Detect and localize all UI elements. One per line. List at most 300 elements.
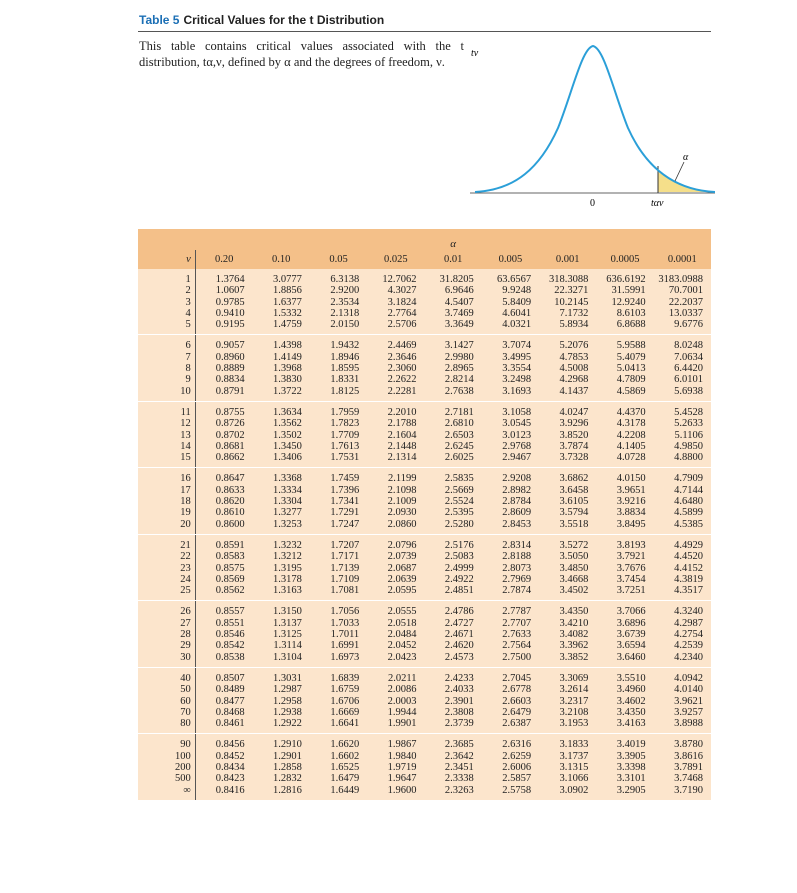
value-cell: 1.9867	[367, 734, 424, 751]
df-cell: 10	[138, 386, 195, 402]
value-cell: 7.1732	[539, 308, 596, 319]
value-cell: 2.0086	[367, 684, 424, 695]
value-cell: 1.3150	[253, 601, 310, 618]
value-cell: 0.9057	[195, 335, 252, 352]
value-cell: 2.5835	[424, 468, 481, 485]
value-cell: 2.3685	[424, 734, 481, 751]
value-cell: 2.4469	[367, 335, 424, 352]
value-cell: 3.4995	[482, 352, 539, 363]
table-row	[138, 551, 711, 562]
value-cell: 2.6810	[424, 418, 481, 429]
value-cell: 2.7874	[482, 585, 539, 601]
value-cell: 2.3808	[424, 707, 481, 718]
value-cell: 5.8934	[539, 319, 596, 335]
value-cell: 3.5510	[596, 667, 653, 684]
value-cell: 2.1318	[310, 308, 367, 319]
value-cell: 2.4033	[424, 684, 481, 695]
value-cell: 1.3125	[253, 629, 310, 640]
value-cell: 2.5176	[424, 534, 481, 551]
value-cell: 2.3263	[424, 785, 481, 801]
value-cell: 1.2958	[253, 696, 310, 707]
value-cell: 4.0247	[539, 401, 596, 418]
value-cell: 0.8791	[195, 386, 252, 402]
value-cell: 5.1106	[654, 430, 711, 441]
value-cell: 4.7144	[654, 485, 711, 496]
df-cell: 21	[138, 534, 195, 551]
value-cell: 3.2905	[596, 785, 653, 801]
value-cell: 2.4851	[424, 585, 481, 601]
value-cell: 2.5669	[424, 485, 481, 496]
value-cell: 3.9216	[596, 496, 653, 507]
value-cell: 0.8569	[195, 574, 252, 585]
value-cell: 2.5083	[424, 551, 481, 562]
table-row	[138, 285, 711, 296]
value-cell: 3.3852	[539, 652, 596, 668]
df-cell: 22	[138, 551, 195, 562]
value-cell: 0.8538	[195, 652, 252, 668]
value-cell: 2.4786	[424, 601, 481, 618]
value-cell: 1.4398	[253, 335, 310, 352]
value-cell: 1.7011	[310, 629, 367, 640]
value-cell: 3.7454	[596, 574, 653, 585]
value-cell: 1.3212	[253, 551, 310, 562]
value-cell: 2.5524	[424, 496, 481, 507]
value-cell: 3.6739	[596, 629, 653, 640]
value-cell: 3.1833	[539, 734, 596, 751]
value-cell: 1.3502	[253, 430, 310, 441]
value-cell: 3.7190	[654, 785, 711, 801]
value-cell: 2.0518	[367, 618, 424, 629]
table-row	[138, 519, 711, 535]
value-cell: 1.3334	[253, 485, 310, 496]
value-cell: 1.6669	[310, 707, 367, 718]
value-cell: 0.8681	[195, 441, 252, 452]
value-cell: 1.6973	[310, 652, 367, 668]
value-cell: 0.8620	[195, 496, 252, 507]
value-cell: 0.8960	[195, 352, 252, 363]
value-cell: 2.0003	[367, 696, 424, 707]
value-cell: 3.2614	[539, 684, 596, 695]
value-cell: 0.8489	[195, 684, 252, 695]
value-cell: 1.3178	[253, 574, 310, 585]
value-cell: 2.6316	[482, 734, 539, 751]
value-cell: 1.6641	[310, 718, 367, 734]
value-cell: 1.4149	[253, 352, 310, 363]
value-cell: 3.8780	[654, 734, 711, 751]
table-row	[138, 751, 711, 762]
table-row	[138, 308, 711, 319]
value-cell: 3.5272	[539, 534, 596, 551]
value-cell: 4.2754	[654, 629, 711, 640]
value-cell: 5.4079	[596, 352, 653, 363]
value-cell: 2.8784	[482, 496, 539, 507]
value-cell: 9.6776	[654, 319, 711, 335]
df-cell: 15	[138, 452, 195, 468]
value-cell: 3.7468	[654, 773, 711, 784]
value-cell: 2.4999	[424, 563, 481, 574]
header-spacer-right	[482, 229, 711, 250]
df-cell: 13	[138, 430, 195, 441]
value-cell: 2.7638	[424, 386, 481, 402]
value-cell: 0.8702	[195, 430, 252, 441]
value-cell: 3.1427	[424, 335, 481, 352]
value-cell: 3.7251	[596, 585, 653, 601]
value-cell: 3.5518	[539, 519, 596, 535]
df-cell: 5	[138, 319, 195, 335]
value-cell: 3.4163	[596, 718, 653, 734]
value-cell: 4.5385	[654, 519, 711, 535]
value-cell: 0.8575	[195, 563, 252, 574]
value-cell: 0.8416	[195, 785, 252, 801]
df-cell: 3	[138, 297, 195, 308]
value-cell: 1.3406	[253, 452, 310, 468]
df-cell: 7	[138, 352, 195, 363]
value-cell: 1.3253	[253, 519, 310, 535]
df-cell: 2	[138, 285, 195, 296]
value-cell: 1.3114	[253, 640, 310, 651]
value-cell: 4.3178	[596, 418, 653, 429]
table-row	[138, 652, 711, 668]
df-cell: 25	[138, 585, 195, 601]
column-header: 0.001	[539, 250, 596, 269]
value-cell: 1.3163	[253, 585, 310, 601]
table-row	[138, 452, 711, 468]
value-cell: 4.4520	[654, 551, 711, 562]
value-cell: 0.8434	[195, 762, 252, 773]
value-cell: 2.8073	[482, 563, 539, 574]
value-cell: 2.2622	[367, 374, 424, 385]
value-cell: 4.2208	[596, 430, 653, 441]
value-cell: 1.7291	[310, 507, 367, 518]
table-row	[138, 734, 711, 751]
value-cell: 3.8520	[539, 430, 596, 441]
value-cell: 3.7469	[424, 308, 481, 319]
column-header: 0.0001	[654, 250, 711, 269]
value-cell: 2.1314	[367, 452, 424, 468]
value-cell: 3.8988	[654, 718, 711, 734]
value-cell: 0.8546	[195, 629, 252, 640]
table-row	[138, 386, 711, 402]
value-cell: 1.9944	[367, 707, 424, 718]
value-cell: 3.7921	[596, 551, 653, 562]
value-cell: 1.6839	[310, 667, 367, 684]
value-cell: 0.8507	[195, 667, 252, 684]
value-cell: 3.3905	[596, 751, 653, 762]
value-cell: 3.0545	[482, 418, 539, 429]
value-cell: 0.8461	[195, 718, 252, 734]
value-cell: 3.9257	[654, 707, 711, 718]
value-cell: 3.7074	[482, 335, 539, 352]
value-cell: 0.8647	[195, 468, 252, 485]
value-cell: 2.6006	[482, 762, 539, 773]
value-cell: 636.6192	[596, 269, 653, 285]
value-cell: 2.0211	[367, 667, 424, 684]
value-cell: 0.8633	[195, 485, 252, 496]
value-cell: 3.2498	[482, 374, 539, 385]
value-cell: 22.2037	[654, 297, 711, 308]
value-cell: 3.6862	[539, 468, 596, 485]
column-header: 0.10	[253, 250, 310, 269]
table-row	[138, 707, 711, 718]
table-row	[138, 574, 711, 585]
value-cell: 1.3232	[253, 534, 310, 551]
value-cell: 3.3649	[424, 319, 481, 335]
value-cell: 4.2968	[539, 374, 596, 385]
value-cell: 2.6387	[482, 718, 539, 734]
table-row	[138, 468, 711, 485]
value-cell: 318.3088	[539, 269, 596, 285]
value-cell: 4.7909	[654, 468, 711, 485]
value-cell: 2.7787	[482, 601, 539, 618]
value-cell: 3.1315	[539, 762, 596, 773]
value-cell: 3.6458	[539, 485, 596, 496]
value-cell: 4.3240	[654, 601, 711, 618]
value-cell: 9.9248	[482, 285, 539, 296]
value-cell: 1.2858	[253, 762, 310, 773]
value-cell: 2.9467	[482, 452, 539, 468]
value-cell: 2.3534	[310, 297, 367, 308]
value-cell: 3.7066	[596, 601, 653, 618]
value-cell: 0.9410	[195, 308, 252, 319]
value-cell: 2.1604	[367, 430, 424, 441]
value-cell: 1.7109	[310, 574, 367, 585]
value-cell: 2.3901	[424, 696, 481, 707]
value-cell: 1.3195	[253, 563, 310, 574]
value-cell: 3.4668	[539, 574, 596, 585]
value-cell: 3.8495	[596, 519, 653, 535]
value-cell: 2.8982	[482, 485, 539, 496]
df-cell: 29	[138, 640, 195, 651]
value-cell: 3.4350	[596, 707, 653, 718]
value-cell: 3183.0988	[654, 269, 711, 285]
value-cell: 3.4502	[539, 585, 596, 601]
df-cell: 200	[138, 762, 195, 773]
value-cell: 2.8453	[482, 519, 539, 535]
table-row	[138, 401, 711, 418]
value-cell: 3.6594	[596, 640, 653, 651]
table-row	[138, 269, 711, 285]
value-cell: 2.0639	[367, 574, 424, 585]
value-cell: 2.0930	[367, 507, 424, 518]
value-cell: 2.7969	[482, 574, 539, 585]
value-cell: 1.6449	[310, 785, 367, 801]
value-cell: 2.2281	[367, 386, 424, 402]
value-cell: 2.5857	[482, 773, 539, 784]
table-number: Table 5	[139, 13, 180, 27]
table-row	[138, 667, 711, 684]
value-cell: 1.9647	[367, 773, 424, 784]
value-cell: 4.7853	[539, 352, 596, 363]
value-cell: 2.4922	[424, 574, 481, 585]
df-cell: 90	[138, 734, 195, 751]
table-row	[138, 418, 711, 429]
value-cell: 4.2987	[654, 618, 711, 629]
value-cell: 2.4233	[424, 667, 481, 684]
df-cell: 23	[138, 563, 195, 574]
value-cell: 5.9588	[596, 335, 653, 352]
value-cell: 2.1009	[367, 496, 424, 507]
table-row	[138, 335, 711, 352]
value-cell: 1.9719	[367, 762, 424, 773]
df-cell: 8	[138, 363, 195, 374]
value-cell: 6.9646	[424, 285, 481, 296]
value-cell: 2.5395	[424, 507, 481, 518]
value-cell: 4.0150	[596, 468, 653, 485]
value-cell: 3.1066	[539, 773, 596, 784]
value-cell: 5.0413	[596, 363, 653, 374]
value-cell: 0.8551	[195, 618, 252, 629]
value-cell: 1.7459	[310, 468, 367, 485]
value-cell: 1.7341	[310, 496, 367, 507]
value-cell: 1.6525	[310, 762, 367, 773]
column-header: 0.0005	[596, 250, 653, 269]
value-cell: 2.3338	[424, 773, 481, 784]
value-cell: 1.6479	[310, 773, 367, 784]
value-cell: 0.8889	[195, 363, 252, 374]
value-cell: 3.4850	[539, 563, 596, 574]
table-row	[138, 534, 711, 551]
value-cell: 3.3554	[482, 363, 539, 374]
table-row	[138, 629, 711, 640]
value-cell: 0.8726	[195, 418, 252, 429]
value-cell: 8.0248	[654, 335, 711, 352]
value-cell: 31.8205	[424, 269, 481, 285]
value-cell: 1.7247	[310, 519, 367, 535]
value-cell: 10.2145	[539, 297, 596, 308]
value-cell: 4.6041	[482, 308, 539, 319]
value-cell: 1.7396	[310, 485, 367, 496]
value-cell: 1.6991	[310, 640, 367, 651]
table-row	[138, 585, 711, 601]
table-title	[139, 13, 384, 27]
value-cell: 4.7809	[596, 374, 653, 385]
value-cell: 1.7033	[310, 618, 367, 629]
value-cell: 4.5407	[424, 297, 481, 308]
value-cell: 1.7081	[310, 585, 367, 601]
column-header-row	[138, 250, 711, 269]
value-cell: 1.0607	[195, 285, 252, 296]
value-cell: 4.3027	[367, 285, 424, 296]
df-cell: 70	[138, 707, 195, 718]
value-cell: 3.3962	[539, 640, 596, 651]
value-cell: 2.7181	[424, 401, 481, 418]
value-cell: 1.8946	[310, 352, 367, 363]
df-cell: 100	[138, 751, 195, 762]
value-cell: 3.7328	[539, 452, 596, 468]
value-cell: 0.8834	[195, 374, 252, 385]
table-title-text: Critical Values for the t Distribution	[183, 13, 385, 27]
value-cell: 2.4727	[424, 618, 481, 629]
value-cell: 13.0337	[654, 308, 711, 319]
value-cell: 0.8662	[195, 452, 252, 468]
value-cell: 1.2816	[253, 785, 310, 801]
zero-label: 0	[590, 198, 595, 209]
value-cell: 1.2901	[253, 751, 310, 762]
value-cell: 2.4620	[424, 640, 481, 651]
value-cell: 12.7062	[367, 269, 424, 285]
value-cell: 4.5899	[654, 507, 711, 518]
value-cell: 3.8193	[596, 534, 653, 551]
value-cell: 2.5758	[482, 785, 539, 801]
value-cell: 2.3451	[424, 762, 481, 773]
value-cell: 1.6620	[310, 734, 367, 751]
value-cell: 4.2340	[654, 652, 711, 668]
df-cell: 4	[138, 308, 195, 319]
value-cell: 3.7891	[654, 762, 711, 773]
table-row	[138, 319, 711, 335]
value-cell: 1.8595	[310, 363, 367, 374]
value-cell: 2.6025	[424, 452, 481, 468]
value-cell: 1.3830	[253, 374, 310, 385]
value-cell: 3.6105	[539, 496, 596, 507]
value-cell: 1.5332	[253, 308, 310, 319]
value-cell: 0.8456	[195, 734, 252, 751]
df-cell: 60	[138, 696, 195, 707]
value-cell: 0.8557	[195, 601, 252, 618]
value-cell: 3.0123	[482, 430, 539, 441]
df-cell: 16	[138, 468, 195, 485]
table-row	[138, 684, 711, 695]
value-cell: 4.6480	[654, 496, 711, 507]
value-cell: 2.2010	[367, 401, 424, 418]
value-cell: 1.3562	[253, 418, 310, 429]
value-cell: 2.0739	[367, 551, 424, 562]
value-cell: 0.8562	[195, 585, 252, 601]
value-cell: 4.9850	[654, 441, 711, 452]
value-cell: 1.2938	[253, 707, 310, 718]
value-cell: 6.0101	[654, 374, 711, 385]
value-cell: 5.8409	[482, 297, 539, 308]
value-cell: 3.4350	[539, 601, 596, 618]
value-cell: 0.8477	[195, 696, 252, 707]
value-cell: 4.1405	[596, 441, 653, 452]
value-cell: 1.6706	[310, 696, 367, 707]
value-cell: 6.3138	[310, 269, 367, 285]
value-cell: 3.1824	[367, 297, 424, 308]
value-cell: 3.9651	[596, 485, 653, 496]
value-cell: 6.4420	[654, 363, 711, 374]
value-cell: 1.7139	[310, 563, 367, 574]
value-cell: 2.6603	[482, 696, 539, 707]
value-cell: 2.1448	[367, 441, 424, 452]
value-cell: 2.3739	[424, 718, 481, 734]
value-cell: 1.8125	[310, 386, 367, 402]
value-cell: 2.4573	[424, 652, 481, 668]
value-cell: 1.3137	[253, 618, 310, 629]
value-cell: 1.8856	[253, 285, 310, 296]
value-cell: 3.2108	[539, 707, 596, 718]
value-cell: 2.0423	[367, 652, 424, 668]
df-cell: 20	[138, 519, 195, 535]
df-cell: 6	[138, 335, 195, 352]
value-cell: 1.7207	[310, 534, 367, 551]
value-cell: 2.0452	[367, 640, 424, 651]
value-cell: 1.7056	[310, 601, 367, 618]
value-cell: 5.2076	[539, 335, 596, 352]
value-cell: 5.6938	[654, 386, 711, 402]
df-cell: 26	[138, 601, 195, 618]
value-cell: 1.4759	[253, 319, 310, 335]
table-row	[138, 696, 711, 707]
table-row	[138, 618, 711, 629]
value-cell: 4.5008	[539, 363, 596, 374]
value-cell: 0.9195	[195, 319, 252, 335]
df-cell: 80	[138, 718, 195, 734]
value-cell: 22.3271	[539, 285, 596, 296]
t-distribution-figure	[470, 38, 715, 213]
value-cell: 1.7171	[310, 551, 367, 562]
value-cell: 2.9200	[310, 285, 367, 296]
